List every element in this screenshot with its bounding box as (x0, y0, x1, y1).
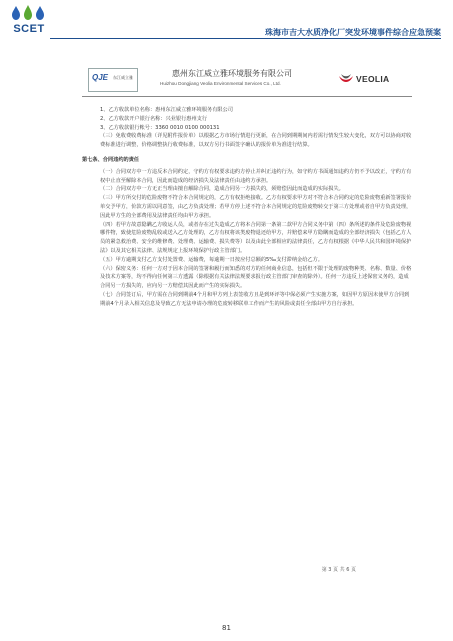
contract-paragraph: （四）若甲方故意隐瞒乙方收运人员，或者存在过失造成乙方将本合同第一条第二款甲方合同义务中第（四）条所述的条件及危险废物视哪件物，致使危险废物乱收或送入乙方处理的，乙方有权将该类废物退还给甲方，并赔偿来甲方隐瞒而造成的全部经济损失（包括乙方人员的紧急救治费、安全的维修费、处理费、运输费、损失费等）以及由此全部相应的法律责任，乙方有权根据《中华人民共和国环境保护法》以及其它相关法律、法规规定上报环境保护行政主管部门。 (100, 221, 412, 254)
contract-paragraph: （六）保密义务：任何一方对于因本合同的签署和履行而知悉的对方的任何商业信息，包括但不限于处理的废物种类、名称、数量、价格及技术方案等，均不得向任何第三方透露（除根据有关法律法规要求报行政主管部门审查的除外）。任何一方违反上述保密义务的，造成合同另一方损失的，应向另一方赔偿其因此而产生的实际损失。 (100, 265, 412, 290)
section-heading: 第七条、合同违约的责任 (82, 156, 140, 163)
contract-paragraph: （七）合同签订后，甲方需在合同到期前4个月和甲方列上表签收方且是到环评等中保必须产生实施方案，如因甲方原因未使甲方合同到期前4个月录入相关信息及导致乙方无法申请办理的危废转移联单工作而产生的风险或责任全部由甲方自行承担。 (100, 291, 410, 307)
scet-logo (6, 4, 52, 36)
veolia-swoosh-icon (338, 72, 354, 86)
contract-paragraph: （三）甲方所交付的危险废物不符合本合同规定的，乙方有权拒绝接收。乙方有权要求甲方对不符合本合同约定的危险废物重新签署报价单交予甲方，价款方需以同意签，由乙方负责处理；若甲方停上述不符合本合同规定的危险废物转交于第三方处理或者自甲方负责处理，因此甲方生的全部费用及法律责任均由甲方承担。 (100, 195, 412, 219)
document-header (0, 0, 453, 40)
header-divider (50, 38, 441, 39)
contract-paragraph: （二）合同双方中一方无正当理由擅自解除合同，造成合同另一方损失的，须赔偿因此而造成的实际损失。 (100, 186, 344, 193)
qje-subtext: 东江威立雅 (113, 75, 133, 80)
water-drop-icon (10, 4, 46, 22)
company-name-en: Huizhou Dongjiang Veolia Environmental Services Co., Ltd. (160, 81, 281, 86)
qje-mark: QJE (92, 73, 109, 82)
contract-paragraph: （五）甲方逾期支付乙方支付处置费、运输费，每逾期一日按应付总额的5‰支付滞纳金给乙方。 (100, 256, 323, 263)
qje-logo (88, 68, 138, 92)
contract-paragraph: 3、乙方收款银行帐号：3360 0010 0100 000131 (100, 124, 220, 131)
page-indicator: 第 3 页 共 6 页 (321, 567, 356, 573)
contract-paragraph: （一）合同双方中一方违反本合同约定，守约方有权要求违约方停止并纠正违约行为，如守约方书面通知违约方仍不予以改正，守约方有权中止直至解除本合同，因此而造成的经济损失及法律责任由违约方承担。 (100, 168, 412, 184)
contract-paragraph: 1、乙方收款单位名称：惠州东江威立雅环境服务有限公司 (100, 107, 233, 113)
contract-paragraph: （三）免收费收费标准（详见附件报价单）以根据乙方市场行情进行更新，在合同到期期间内若需行情发生较大变化，双方可以协商对收费标准进行调整，价格调整执行收费标准，以双方另行书面签字确认的报价单为准进行结算。 (100, 133, 412, 149)
letterhead (82, 62, 412, 98)
document-title: 珠海市吉大水质净化厂突发环境事件综合应急预案 (265, 28, 441, 37)
footer-page-number: 81 (222, 624, 231, 632)
contract-body (82, 106, 412, 309)
scanned-contract-page (82, 62, 412, 582)
veolia-logo (338, 72, 408, 88)
logo-text: SCET (13, 23, 45, 35)
veolia-wordmark: VEOLIA (356, 74, 390, 84)
letterhead-rule (82, 96, 412, 97)
company-name-cn: 惠州东江威立雅环境服务有限公司 (172, 69, 292, 78)
paragraph-spacer (82, 150, 412, 153)
contract-paragraph: 2、乙方收款开户银行名称：兴业银行惠州支行 (100, 115, 208, 122)
